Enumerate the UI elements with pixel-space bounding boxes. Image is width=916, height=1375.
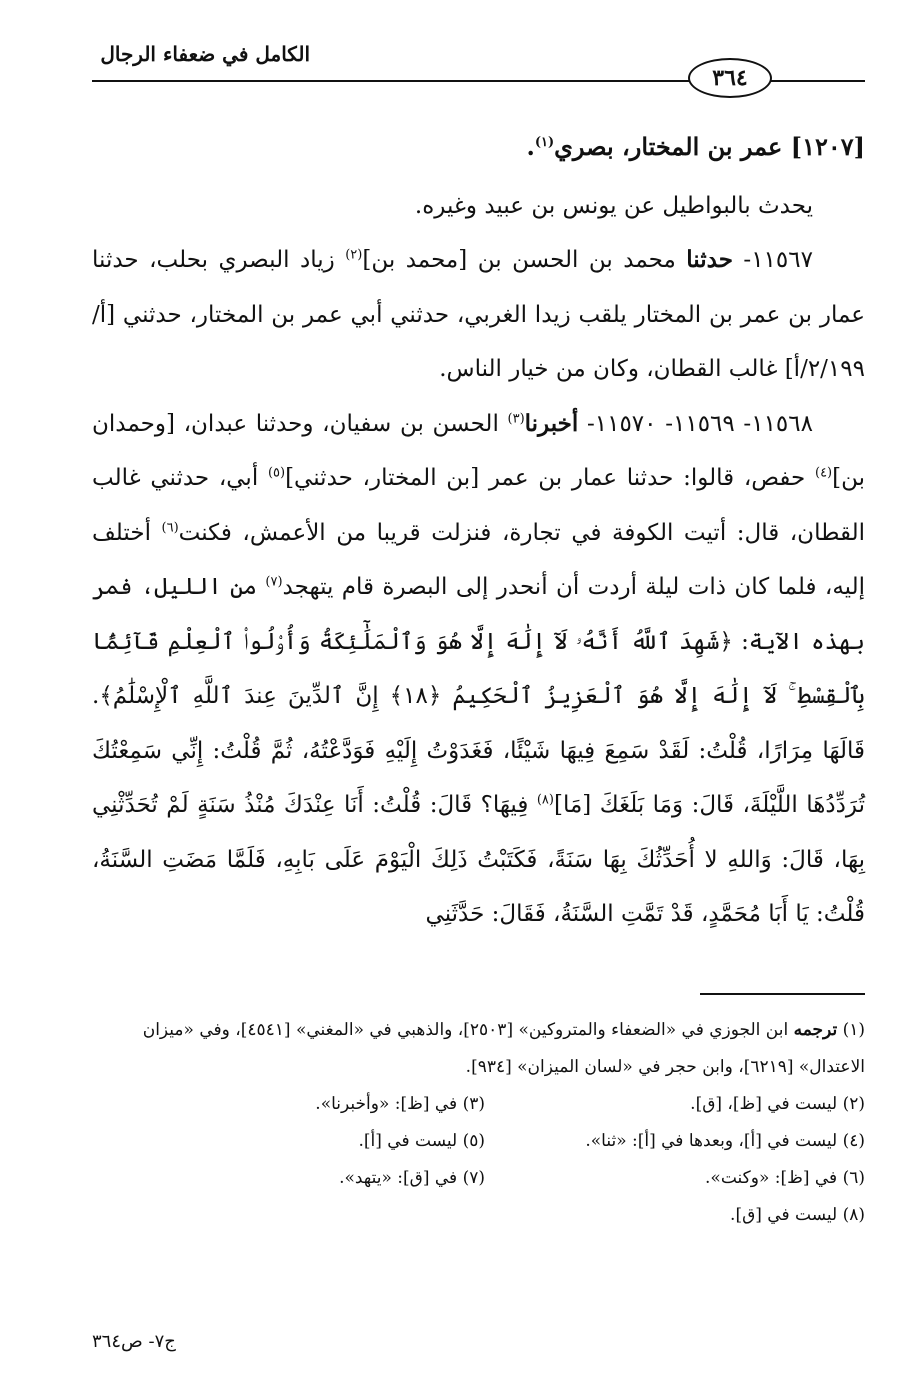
text-run: . قَالَهَا مِرَارًا، قُلْتُ: لَقَدْ سَمِعَ فِيهَا شَيْئًا، فَغَدَوْتُ إِلَيْهِ فَوَدَّعْتُهُ، ثُمَّ قُلْتُ: إِنِّي سَمِعْتُكَ تُرَدِّدُهَا اللَّيْلَةَ، قَالَ: وَمَا بَلَغَكَ [مَا]: [92, 683, 865, 818]
text-run: فِيهَا؟ قَالَ: قُلْتُ: أَنَا عِنْدَكَ مُنْذُ سَنَةٍ لَمْ تُحَدِّثْنِي بِهَا، قَالَ: وَاللهِ لا أُحَدِّثُكَ بِهَا سَنَةً، فَكَتَبْتُ ذَلِكَ الْيَوْمَ عَلَى بَابِهِ، فَلَمَّا مَضَتِ السَّنَةُ، قُلْتُ: يَا أَبَا مُحَمَّدٍ، قَدْ تَمَّتِ السَّنَةُ، فَقَالَ: حَدَّثَنِي: [92, 792, 865, 927]
entry-number: [١٢٠٧]: [790, 132, 865, 161]
footnote-ref: (١): [534, 135, 555, 150]
hadith-verb: أخبرنا: [524, 409, 579, 437]
footnote-8: (٨) ليست في [ق].: [730, 1205, 865, 1225]
paragraph-1: يحدث بالبواطيل عن يونس بن عبيد وغيره.: [414, 192, 813, 219]
hadith-11568: [92, 397, 865, 942]
hadith-11567: [92, 233, 865, 397]
footnote-row: [92, 1160, 865, 1197]
text-run: الحسن بن سفيان، وحدثنا عبدان، [وحمدان بن]: [92, 410, 866, 491]
footnotes: [92, 1012, 865, 1234]
entry-end: .: [526, 132, 535, 161]
footnote-ref: (٦): [161, 519, 179, 535]
footnote-text: ابن الجوزي في «الضعفاء والمتروكين» [٢٥٠٣]، والذهبي في «المغني» [٤٥٤١]، وفي «ميزان الاعتدال» [٦٢١٩]، وابن حجر في «لسان الميزان» [٩٣٤].: [142, 1020, 865, 1077]
footnote-4: (٤) ليست في [أ]، وبعدها في [أ]: «ثنا».: [585, 1131, 865, 1151]
main-text: [92, 120, 865, 942]
footnote-ref: (٨): [536, 792, 554, 808]
footnote-1: [92, 1012, 865, 1086]
footnote-7: (٧) في [ق]: «يتهد».: [339, 1168, 485, 1188]
footnote-row: [92, 1086, 865, 1123]
footnote-row: [92, 1123, 865, 1160]
footnote-ref: (٥): [267, 465, 286, 481]
footnote-ref: (٣): [507, 410, 525, 426]
footnote-3: (٣) في [ظ]: «وأخبرنا».: [315, 1094, 485, 1114]
volume-page-footer: ج٧- ص٣٦٤: [92, 1331, 176, 1352]
footnote-5: (٥) ليست في [أ].: [358, 1131, 485, 1151]
page-number: ٣٦٤: [688, 58, 772, 98]
text-run: أختلف إليه، فلما كان ذات ليلة أردت أن أنحدر إلى البصرة قام يتهجد: [92, 519, 865, 600]
footnote-number: (١): [842, 1020, 865, 1040]
text-run: محمد بن الحسن بن [محمد بن]: [362, 247, 687, 273]
footnote-rule: [700, 993, 865, 995]
hadith-number: ١١٥٦٧-: [732, 247, 813, 273]
text-run: زياد البصري بحلب، حدثنا عمار بن عمر بن المختار يلقب زيدا الغربي، حدثني أبي عمر بن المختار، حدثني [أ/٢/١٩٩/أ] غالب القطان، وكان من خيار الناس.: [92, 247, 865, 382]
text-run: حفص، قالوا: حدثنا عمار بن عمر [بن المختار، حدثني]: [285, 465, 815, 491]
hadith-verb: حدثنا: [686, 246, 733, 273]
footnote-6: (٦) في [ظ]: «وكنت».: [705, 1168, 865, 1188]
text-run: أبي، حدثني غالب القطان، قال: أتيت الكوفة في تجارة، فنزلت قريبا من الأعمش، فكنت: [92, 465, 865, 546]
footnote-ref: (٧): [265, 574, 283, 590]
quran-verse: ﴿شَهِدَ ٱللَّهُ أَنَّهُۥ لَآ إِلَٰهَ إِلَّا هُوَ وَٱلْمَلَٰٓئِكَةُ وَأُو۟لُوا۟ ٱلْعِلْمِ قَآئِمًۢا بِٱلْقِسْطِ ۚ لَآ إِلَٰهَ إِلَّا هُوَ ٱلْعَزِيزُ ٱلْحَكِيمُ ﴿١٨﴾ إِنَّ ٱلدِّينَ عِندَ ٱللَّهِ ٱلْإِسْلَٰمُ﴾: [92, 628, 865, 709]
footnote-ref: (٢): [345, 247, 363, 263]
entry-name: عمر بن المختار، بصري: [554, 132, 783, 161]
book-title: الكامل في ضعفاء الرجال: [100, 42, 310, 66]
hadith-number: ١١٥٦٨- ١١٥٦٩- ١١٥٧٠-: [578, 410, 813, 437]
text-run: من الليل، فمر بهذه الآية:: [92, 574, 865, 655]
entry-heading: [92, 120, 865, 175]
footnote-keyword: ترجمه: [793, 1020, 838, 1040]
footnote-2: (٢) ليست في [ظ]، [ق].: [690, 1094, 865, 1114]
footnote-ref: (٤): [814, 465, 833, 481]
